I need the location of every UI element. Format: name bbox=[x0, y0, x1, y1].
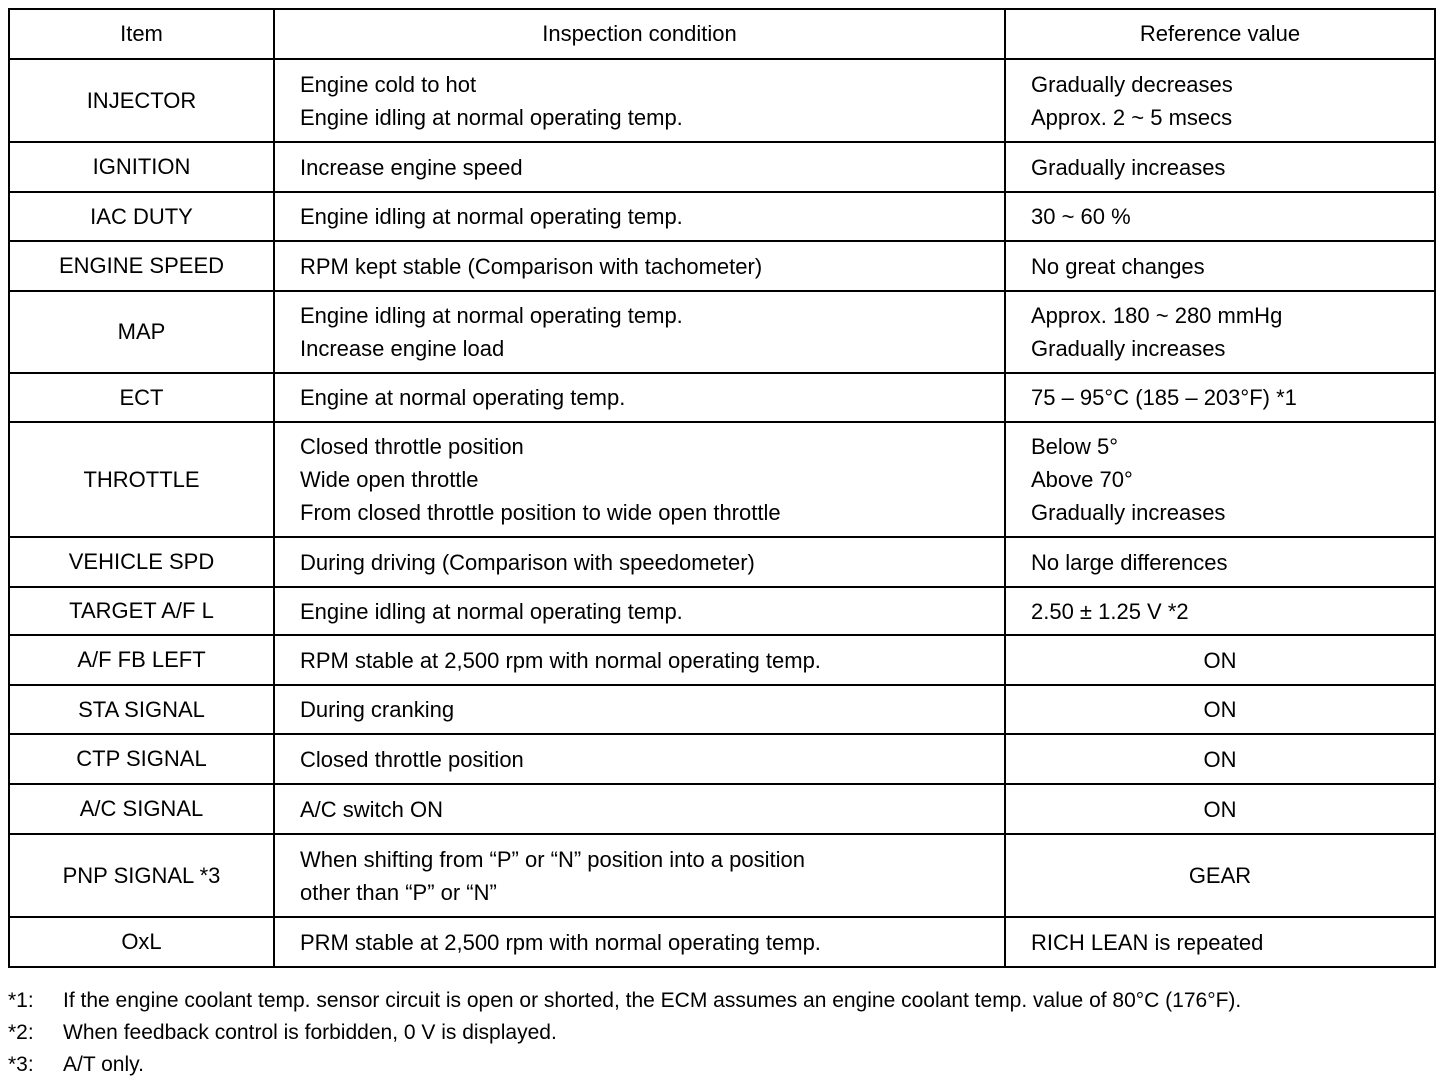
condition-cell bbox=[274, 685, 1005, 734]
condition-cell bbox=[274, 241, 1005, 291]
item-cell: OxL bbox=[9, 917, 274, 967]
condition-line: Engine idling at normal operating temp. bbox=[300, 303, 683, 328]
footnote-mark: *1: bbox=[8, 989, 34, 1012]
condition-line: other than “P” or “N” bbox=[300, 879, 497, 905]
condition-line: RPM kept stable (Comparison with tachometer) bbox=[300, 253, 763, 279]
condition-cell bbox=[274, 587, 1005, 635]
reference-line: 75 – 95°C (185 – 203°F) *1 bbox=[1031, 385, 1297, 410]
reference-line: ON bbox=[1203, 697, 1237, 722]
reference-line: Below 5° bbox=[1031, 434, 1119, 459]
reference-cell bbox=[1005, 373, 1435, 422]
condition-cell bbox=[274, 59, 1005, 142]
condition-cell bbox=[274, 142, 1005, 192]
condition-line: During cranking bbox=[300, 697, 455, 722]
reference-cell bbox=[1005, 142, 1435, 192]
item-cell: PNP SIGNAL *3 bbox=[9, 834, 274, 917]
table-row bbox=[9, 734, 1435, 784]
condition-cell bbox=[274, 834, 1005, 917]
condition-line: Engine cold to hot bbox=[300, 71, 477, 97]
footnote-text: A/T only. bbox=[63, 1053, 144, 1076]
table-row bbox=[9, 917, 1435, 967]
item-cell: IAC DUTY bbox=[9, 192, 274, 241]
condition-line: From closed throttle position to wide open throttle bbox=[300, 500, 781, 525]
footnote-mark: *2: bbox=[8, 1021, 34, 1044]
reference-line: Gradually increases bbox=[1031, 336, 1226, 361]
item-cell: THROTTLE bbox=[9, 422, 274, 537]
condition-cell bbox=[274, 192, 1005, 241]
reference-line: ON bbox=[1203, 746, 1237, 772]
condition-line: Closed throttle position bbox=[300, 746, 524, 772]
condition-line: Engine idling at normal operating temp. bbox=[300, 104, 683, 130]
header-item: Item bbox=[9, 9, 274, 59]
condition-line: Closed throttle position bbox=[300, 434, 524, 459]
inspection-table bbox=[8, 8, 1436, 968]
reference-cell bbox=[1005, 192, 1435, 241]
table-row bbox=[9, 537, 1435, 587]
item-cell: VEHICLE SPD bbox=[9, 537, 274, 587]
table-row bbox=[9, 373, 1435, 422]
reference-line: RICH LEAN is repeated bbox=[1031, 929, 1264, 955]
reference-cell bbox=[1005, 834, 1435, 917]
reference-line: ON bbox=[1203, 796, 1237, 822]
reference-cell bbox=[1005, 59, 1435, 142]
reference-cell bbox=[1005, 422, 1435, 537]
item-cell: MAP bbox=[9, 291, 274, 373]
condition-cell bbox=[274, 734, 1005, 784]
reference-cell bbox=[1005, 241, 1435, 291]
item-cell: TARGET A/F L bbox=[9, 587, 274, 635]
condition-cell bbox=[274, 537, 1005, 587]
reference-line: Approx. 180 ~ 280 mmHg bbox=[1031, 303, 1283, 328]
reference-line: 2.50 ± 1.25 V *2 bbox=[1031, 598, 1189, 624]
condition-line: RPM stable at 2,500 rpm with normal operating temp. bbox=[300, 647, 821, 673]
table-row bbox=[9, 192, 1435, 241]
reference-cell bbox=[1005, 587, 1435, 635]
item-cell: A/F FB LEFT bbox=[9, 635, 274, 685]
item-cell: ENGINE SPEED bbox=[9, 241, 274, 291]
reference-line: Gradually increases bbox=[1031, 154, 1226, 180]
item-cell: ECT bbox=[9, 373, 274, 422]
footnote-text: If the engine coolant temp. sensor circuit is open or shorted, the ECM assumes an engine coolant temp. value of 80°C (176°F). bbox=[63, 989, 1242, 1012]
reference-cell bbox=[1005, 537, 1435, 587]
table-row bbox=[9, 291, 1435, 373]
header-reference: Reference value bbox=[1005, 9, 1435, 59]
table-row bbox=[9, 685, 1435, 734]
footnote bbox=[8, 985, 1241, 1017]
table-row bbox=[9, 142, 1435, 192]
table-row bbox=[9, 59, 1435, 142]
footnote bbox=[8, 1049, 1241, 1081]
reference-line: No great changes bbox=[1031, 253, 1205, 279]
reference-line: Gradually increases bbox=[1031, 500, 1226, 525]
condition-cell bbox=[274, 373, 1005, 422]
reference-cell bbox=[1005, 635, 1435, 685]
condition-line: Wide open throttle bbox=[300, 467, 479, 492]
condition-line: When shifting from “P” or “N” position into a position bbox=[300, 846, 805, 872]
condition-cell bbox=[274, 422, 1005, 537]
reference-line: Above 70° bbox=[1031, 467, 1133, 492]
item-cell: STA SIGNAL bbox=[9, 685, 274, 734]
reference-cell bbox=[1005, 685, 1435, 734]
condition-line: Engine idling at normal operating temp. bbox=[300, 204, 683, 229]
reference-line: Approx. 2 ~ 5 msecs bbox=[1031, 104, 1233, 130]
reference-cell bbox=[1005, 784, 1435, 834]
footnote-mark: *3: bbox=[8, 1053, 34, 1076]
condition-line: Increase engine speed bbox=[300, 154, 523, 180]
condition-cell bbox=[274, 635, 1005, 685]
table-row bbox=[9, 834, 1435, 917]
condition-line: Engine idling at normal operating temp. bbox=[300, 598, 683, 624]
item-cell: A/C SIGNAL bbox=[9, 784, 274, 834]
condition-cell bbox=[274, 917, 1005, 967]
condition-line: Engine at normal operating temp. bbox=[300, 385, 626, 410]
footnote-text: When feedback control is forbidden, 0 V is displayed. bbox=[63, 1021, 557, 1044]
reference-cell bbox=[1005, 734, 1435, 784]
table-header-row bbox=[9, 9, 1435, 59]
item-cell: CTP SIGNAL bbox=[9, 734, 274, 784]
table-row bbox=[9, 587, 1435, 635]
condition-cell bbox=[274, 784, 1005, 834]
condition-line: PRM stable at 2,500 rpm with normal operating temp. bbox=[300, 929, 821, 955]
footnote bbox=[8, 1017, 1241, 1049]
table-row bbox=[9, 635, 1435, 685]
condition-line: A/C switch ON bbox=[300, 796, 444, 822]
condition-cell bbox=[274, 291, 1005, 373]
item-cell: INJECTOR bbox=[9, 59, 274, 142]
header-condition: Inspection condition bbox=[274, 9, 1005, 59]
condition-line: During driving (Comparison with speedometer) bbox=[300, 549, 755, 575]
reference-line: Gradually decreases bbox=[1031, 71, 1233, 97]
reference-cell bbox=[1005, 291, 1435, 373]
table-row bbox=[9, 784, 1435, 834]
table-row bbox=[9, 241, 1435, 291]
reference-cell bbox=[1005, 917, 1435, 967]
reference-line: 30 ~ 60 % bbox=[1031, 204, 1131, 229]
reference-line: ON bbox=[1203, 647, 1237, 673]
footnotes bbox=[8, 985, 1241, 1081]
item-cell: IGNITION bbox=[9, 142, 274, 192]
table-row bbox=[9, 422, 1435, 537]
reference-line: GEAR bbox=[1188, 863, 1252, 888]
condition-line: Increase engine load bbox=[300, 336, 505, 361]
reference-line: No large differences bbox=[1031, 549, 1228, 575]
